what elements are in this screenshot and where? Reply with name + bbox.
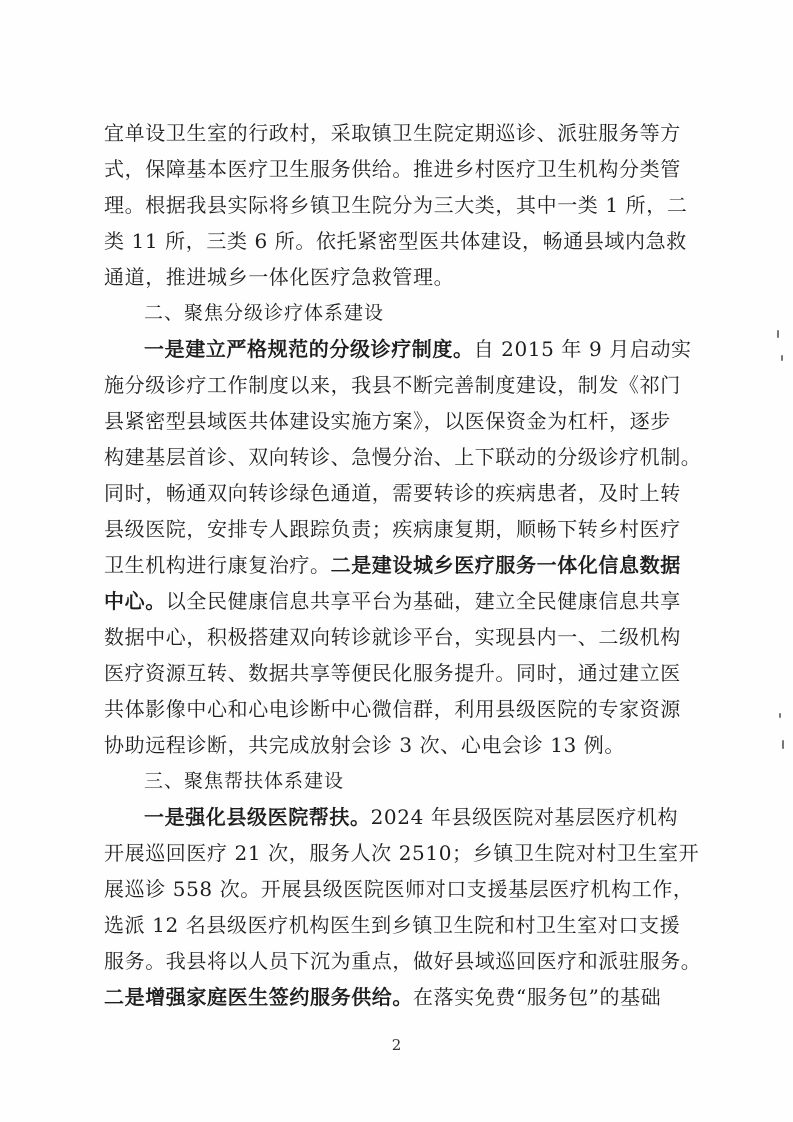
text-segment: 类 11 所，三类 6 所。依托紧密型医共体建设，畅通县域内急救 [104,229,687,253]
text-line [104,871,694,907]
text-segment: 同时，畅通双向转诊绿色通道，需要转诊的疾病患者，及时上转 [104,481,681,505]
text-line [104,943,702,979]
text-segment: 卫生机构进行康复治疗。 [104,553,331,577]
text-line [104,583,694,619]
bold-lead-text: 二是增强家庭医生签约服务供给。 [104,985,413,1009]
text-line [104,403,694,439]
text-line [104,367,694,403]
text-segment: 二、聚焦分级诊疗体系建设 [144,302,385,324]
text-segment: 构建基层首诊、双向转诊、急慢分治、上下联动的分级诊疗机制。 [104,445,702,469]
text-line [104,799,694,835]
text-line [104,835,700,871]
text-segment: 数据中心，积极搭建双向转诊就诊平台，实现县内一、二级机构 [104,625,681,649]
text-line [104,907,694,943]
text-line [104,547,694,583]
text-line [104,259,694,295]
text-segment: 共体影像中心和心电诊断中心微信群，利用县级医院的专家资源 [104,697,681,721]
text-line [104,331,694,367]
text-segment: 自 2015 年 9 月启动实 [473,337,692,361]
text-line [104,151,694,187]
text-segment: 2024 年县级医院对基层医疗机构 [370,805,679,829]
text-line [104,511,694,547]
section-heading [104,295,694,331]
bold-lead-text: 二是建设城乡医疗服务一体化信息数据 [330,553,681,577]
text-segment: 选派 12 名县级医疗机构医生到乡镇卫生院和村卫生室对口支援 [104,913,681,937]
text-line [104,655,694,691]
text-segment: 施分级诊疗工作制度以来，我县不断完善制度建设，制发《祁门 [104,373,681,397]
text-line [104,115,694,151]
text-segment: 在落实免费“服务包”的基础 [413,985,662,1009]
text-line [104,979,694,1015]
text-line [104,439,702,475]
scan-speck [777,330,779,338]
page-number: 2 [391,1036,402,1054]
scan-speck [782,740,784,749]
text-segment: 式，保障基本医疗卫生服务供给。推进乡村医疗卫生机构分类管 [104,157,681,181]
text-segment: 宜单设卫生室的行政村，采取镇卫生院定期巡诊、派驻服务等方 [104,121,681,145]
text-line [104,727,694,763]
text-segment: 开展巡回医疗 21 次，服务人次 2510；乡镇卫生院对村卫生室开 [104,841,700,865]
text-segment: 县紧密型县域医共体建设实施方案》，以医保资金为杠杆，逐步 [104,409,671,433]
scan-speck [779,713,781,718]
text-line [104,619,694,655]
text-line [104,187,694,223]
text-segment: 医疗资源互转、数据共享等便民化服务提升。同时，通过建立医 [104,661,681,685]
bold-lead-text: 一是强化县级医院帮扶。 [144,805,371,829]
text-line [104,475,694,511]
text-segment: 县级医院，安排专人跟踪负责；疾病康复期，顺畅下转乡村医疗 [104,517,681,541]
text-segment: 理。根据我县实际将乡镇卫生院分为三大类，其中一类 1 所，二 [104,193,688,217]
section-heading [104,763,694,799]
text-segment: 通道，推进城乡一体化医疗急救管理。 [104,265,455,289]
text-segment: 服务。我县将以人员下沉为重点，做好县域巡回医疗和派驻服务。 [104,949,702,973]
bold-lead-text: 一是建立严格规范的分级诊疗制度。 [144,337,474,361]
text-line [104,691,694,727]
scan-speck [781,355,783,361]
text-segment: 展巡诊 558 次。开展县级医院医师对口支援基层医疗机构工作， [104,877,694,901]
text-segment: 协助远程诊断，共完成放射会诊 3 次、心电会诊 13 例。 [104,733,626,757]
body-text [104,115,702,1015]
text-segment: 以全民健康信息共享平台为基础，建立全民健康信息共享 [165,589,681,613]
text-segment: 三、聚焦帮扶体系建设 [144,770,345,792]
text-line [104,223,694,259]
bold-lead-text: 中心。 [104,589,166,613]
